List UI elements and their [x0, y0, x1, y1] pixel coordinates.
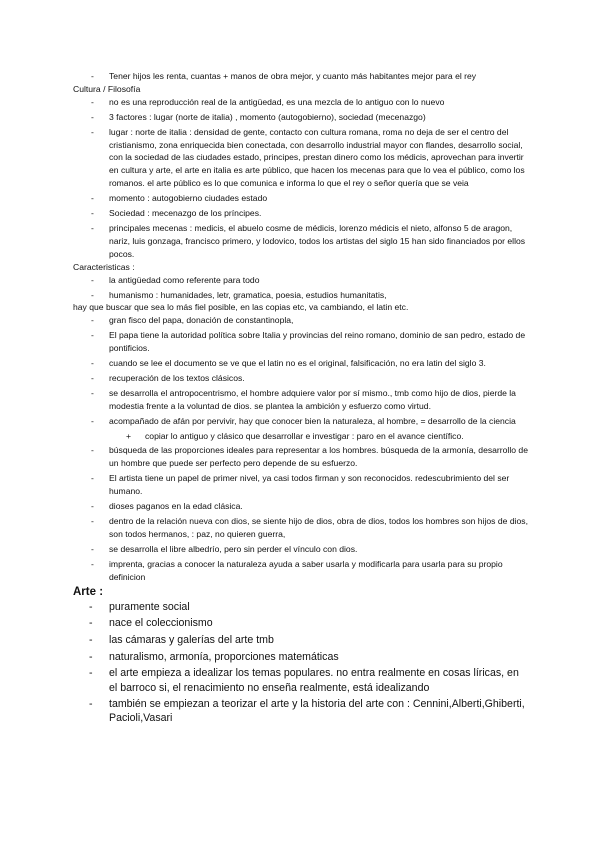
sub-list-item-text: copiar lo antiguo y clásico que desarrollar e investigar : paro en el avance científico. [145, 430, 464, 441]
bullet-dash: - [91, 111, 94, 122]
list-item [0, 314, 600, 327]
list-item [0, 543, 600, 556]
list-item [0, 207, 600, 220]
list-item-text: el arte empieza a idealizar los temas populares. no entra realmente en cosas líricas, en el barroco si, el renacimiento no enseña realmente, está idealizando [109, 667, 519, 694]
list-item-text: acompañado de afán por pervivir, hay que conocer bien la naturaleza, al hombre, = desarrollo de la ciencia [109, 415, 516, 426]
list-item [0, 329, 600, 355]
list-item [0, 70, 600, 83]
list-item-text: dentro de la relación nueva con dios, se siente hijo de dios, obra de dios, todos los hombres son hijos de dios, son todos hermanos, : paz, no quieren guerra, [109, 516, 528, 539]
section-heading-caracteristicas: Caracteristicas : [73, 261, 135, 272]
list-item-text: Tener hijos les renta, cuantas + manos de obra mejor, y cuanto más habitantes mejor para el rey [109, 71, 477, 81]
bullet-dash: - [91, 96, 94, 107]
list-item-text: cuando se lee el documento se ve que el latin no es el original, falsificación, no era latin del siglo 3. [109, 358, 486, 369]
list-item [0, 500, 600, 513]
list-item-text: momento : autogobierno ciudades estado [109, 193, 268, 204]
list-item [0, 650, 600, 664]
list-item [0, 515, 600, 541]
bullet-dash: - [89, 633, 93, 646]
bullet-plus: + [126, 430, 132, 441]
bullet-dash: - [89, 698, 93, 711]
list-item-text: 3 factores : lugar (norte de italia) , momento (autogobierno), sociedad (mecenazgo) [109, 111, 426, 122]
bullet-dash: - [91, 315, 94, 326]
list-item [0, 192, 600, 205]
arte-list [0, 600, 600, 726]
list-item-text: nace el coleccionismo [109, 617, 213, 630]
list-item [0, 633, 600, 647]
bullet-dash: - [91, 193, 94, 204]
bullet-dash: - [91, 126, 94, 137]
list-item-text: humanismo : humanidades, letr, gramatica, poesia, estudios humanitatis, [109, 289, 387, 300]
list-item-text: puramente social [109, 600, 190, 613]
list-item [0, 222, 600, 261]
intro-list [0, 70, 600, 83]
list-item-text: naturalismo, armonía, proporciones matemáticas [109, 650, 339, 663]
list-item [0, 415, 600, 428]
section-heading-cultura: Cultura / Filosofía [73, 83, 141, 94]
note-line: hay que buscar que sea lo más fiel posible, en las copias etc, va cambiando, el latin etc. [73, 302, 409, 313]
list-item [0, 600, 600, 614]
list-item [0, 357, 600, 370]
list-item-text: lugar : norte de italia : densidad de gente, contacto con cultura romana, roma no deja de ser el centro del cristianismo, zona enriquecida bien conectada, con desarrollo industrial mayor con flandes, desarrollo social, con la sociedad de las ciudades estado, principes, prestan dinero como los médicis, aprovechan para invertir en cultura y arte, el arte en italia es arte público, que hacen los mecenas para que lo vea el público, como los romanos. el arte público es lo que comunica e informa lo que el rey o señor quería que se veia [109, 126, 525, 189]
list-item [0, 444, 600, 470]
list-item-text: gran fisco del papa, donación de constantinopla, [109, 315, 294, 326]
list-item-text: Sociedad : mecenazgo de los príncipes. [109, 208, 262, 219]
list-item-text: búsqueda de las proporciones ideales para representar a los hombres. búsqueda de la armonía, desarrollo de un hombre que puede ser perfecto pero depende de su esfuerzo. [109, 445, 528, 469]
bullet-dash: - [91, 71, 94, 81]
list-item-text: imprenta, gracias a conocer la naturaleza ayuda a saber usarla y modificarla para usarla para su propio definicion [109, 558, 503, 582]
bullet-dash: - [89, 617, 93, 630]
list-item [0, 126, 600, 191]
list-item [0, 387, 600, 413]
list-item [0, 616, 600, 630]
cultura-list [0, 96, 600, 261]
sub-list-item [0, 430, 600, 443]
bullet-dash: - [91, 358, 94, 369]
list-item-text: principales mecenas : medicis, el abuelo cosme de médicis, lorenzo médicis el nieto, alfonso 5 de aragon, nariz, luis gonzaga, francisco primero, y lodovico, todos los artistas del siglo 15 han sido financiados por ellos pocos. [109, 222, 526, 259]
list-item-text: se desarrolla el antropocentrismo, el hombre adquiere valor por sí mismo., tmb como hijo de dios, pierde la modestia frente a la voluntad de dios. se plantea la ambición y esfuerzo como virtud. [109, 387, 516, 411]
bullet-dash: - [91, 543, 94, 554]
bullet-dash: - [91, 274, 94, 285]
section-heading-arte: Arte : [73, 585, 104, 598]
list-item-text: El artista tiene un papel de primer nivel, ya casi todos firman y son reconocidos. redescubrimiento del ser humano. [109, 473, 510, 497]
bullet-dash: - [91, 330, 94, 341]
bullet-dash: - [89, 667, 93, 680]
list-item-text: la antigüedad como referente para todo [109, 274, 260, 285]
bullet-dash: - [91, 387, 94, 398]
list-item [0, 666, 600, 694]
list-item-text: también se empiezan a teorizar el arte y la historia del arte con : Cennini,Alberti,Ghiberti, Pacioli,Vasari [109, 698, 525, 725]
list-item [0, 289, 600, 302]
bullet-dash: - [89, 650, 93, 663]
bullet-dash: - [91, 445, 94, 456]
list-item-text: recuperación de los textos clásicos. [109, 372, 245, 383]
bullet-dash: - [91, 289, 94, 300]
bullet-dash: - [91, 222, 94, 233]
list-item [0, 558, 600, 584]
bullet-dash: - [91, 415, 94, 426]
list-item-text: se desarrolla el libre albedrío, pero sin perder el vínculo con dios. [109, 543, 358, 554]
list-item-text: El papa tiene la autoridad política sobre Italia y provincias del reino romano, dominio de san pedro, estado de pontificios. [109, 330, 526, 354]
list-item-text: no es una reproducción real de la antigüedad, es una mezcla de lo antiguo con lo nuevo [109, 96, 445, 107]
bullet-dash: - [91, 516, 94, 526]
bullet-dash: - [91, 473, 94, 484]
list-item-text: dioses paganos en la edad clásica. [109, 501, 243, 512]
bullet-dash: - [91, 558, 94, 569]
caracteristicas-list [0, 274, 600, 584]
bullet-dash: - [91, 372, 94, 383]
list-item [0, 96, 600, 109]
list-item [0, 697, 600, 725]
list-item-text: las cámaras y galerías del arte tmb [109, 633, 274, 646]
list-item [0, 372, 600, 385]
bullet-dash: - [91, 208, 94, 219]
list-item [0, 111, 600, 124]
list-item [0, 472, 600, 498]
list-item [0, 274, 600, 287]
bullet-dash: - [89, 600, 93, 613]
bullet-dash: - [91, 501, 94, 512]
